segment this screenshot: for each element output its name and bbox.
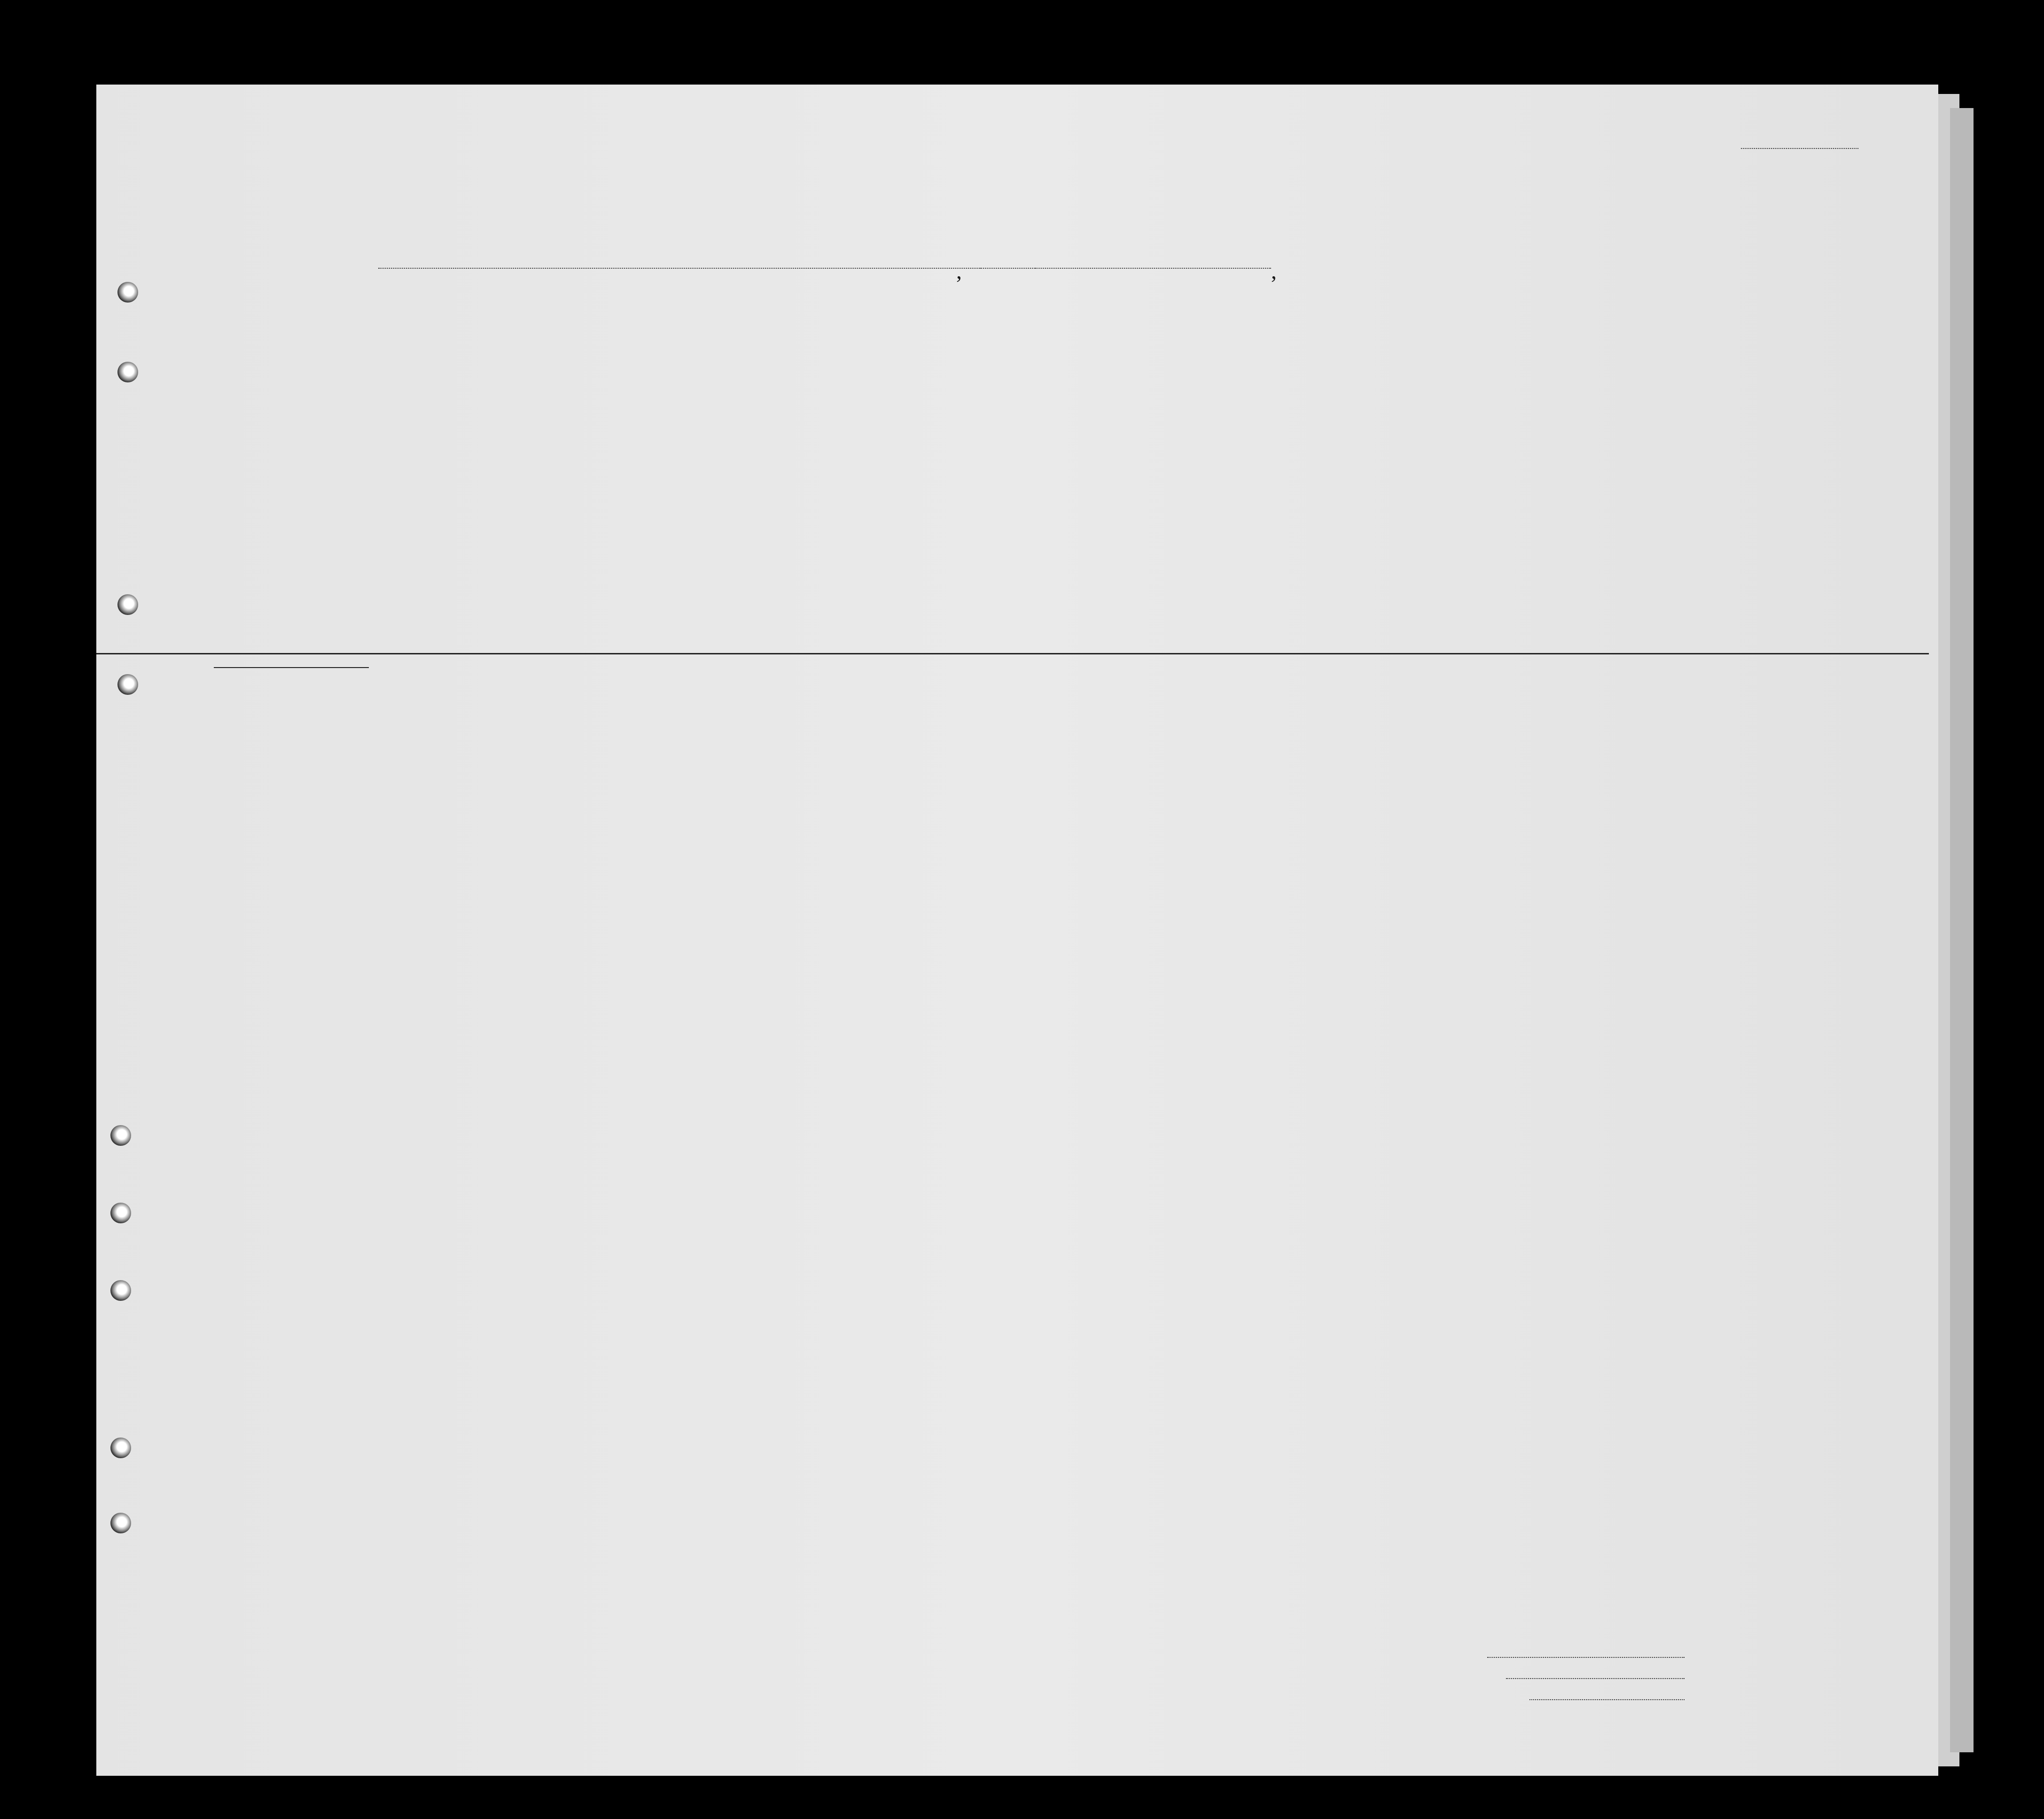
comma-2: , [1271, 259, 1277, 284]
header-q28 [1357, 334, 1413, 484]
header-money [720, 329, 749, 484]
strike-line-row5 [96, 653, 1929, 654]
header-q29 [1417, 334, 1459, 484]
header-inches [1659, 423, 1682, 474]
owners-underline [1506, 1678, 1685, 1679]
strike-line-row6 [214, 667, 369, 668]
header-anarchist [1334, 334, 1352, 484]
header-ticket [603, 329, 631, 484]
comma: , [956, 259, 962, 284]
punch-hole [117, 674, 138, 695]
punch-hole [110, 1513, 131, 1533]
punch-hole [110, 1438, 131, 1458]
header-purpose-a [1163, 357, 1192, 484]
punch-hole [117, 362, 138, 382]
header-purpose-b [1196, 357, 1225, 484]
header-q30 [1460, 334, 1479, 484]
header-polygamist [1310, 334, 1329, 484]
underlying-page-edge [1950, 108, 1974, 1752]
punch-hole [117, 282, 138, 303]
line-underline [1487, 1657, 1685, 1658]
agents-underline [1529, 1699, 1685, 1700]
punch-hole [117, 594, 138, 615]
header-q31 [1482, 334, 1501, 484]
manifest-grid [96, 85, 1938, 1776]
header-prison [1259, 334, 1306, 484]
header-purpose-c [1229, 357, 1255, 484]
manifest-sheet [96, 85, 1938, 1776]
header-feet [1633, 423, 1656, 474]
punch-hole [110, 1125, 131, 1146]
punch-hole [110, 1203, 131, 1223]
punch-hole [110, 1280, 131, 1301]
